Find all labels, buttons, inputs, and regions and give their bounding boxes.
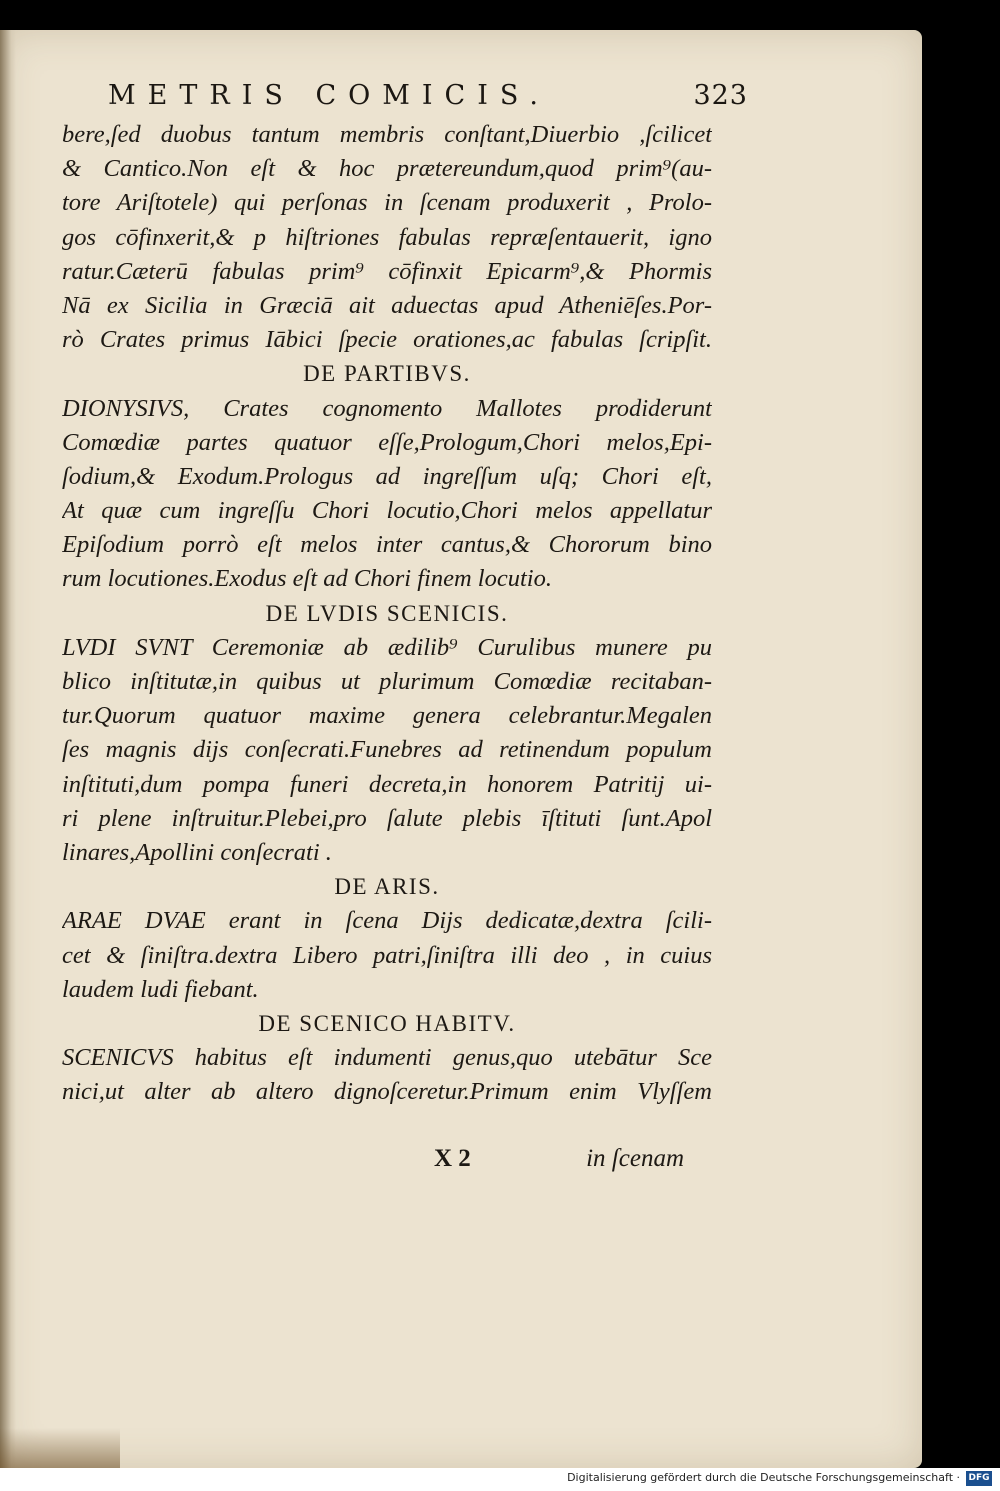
text-line: Epiſodium porrò eſt melos inter cantus,& Chororum bino [62, 531, 712, 559]
text-line: rò Crates primus Iābici ſpecie orationes,ac fabulas ſcripſit. [62, 326, 712, 354]
text-line: laudem ludi fiebant. [62, 975, 259, 1003]
text-line: gos cōfinxerit,& p hiſtriones fabulas repræſentauerit, igno [62, 223, 712, 251]
text-line: ARAE DVAE erant in ſcena Dijs dedicatæ,dextra ſcili- [62, 907, 712, 935]
signature-mark: X 2 [434, 1145, 471, 1172]
text-line: ſes magnis dijs conſecrati.Funebres ad retinendum populum [62, 736, 712, 764]
running-head [108, 80, 748, 120]
footer-credit: Digitalisierung gefördert durch die Deutsche Forschungsgemeinschaft · [567, 1471, 960, 1484]
text-line: At quæ cum ingreſſu Chori locutio,Chori melos appellatur [62, 497, 712, 525]
dfg-logo-icon: DFG [966, 1471, 992, 1486]
text-line: bere,ſed duobus tantum membris conſtant,Diuerbio ,ſcilicet [62, 121, 712, 148]
section-heading: DE ARIS. [334, 874, 440, 900]
text-line: DIONYSIVS, Crates cognomento Mallotes prodiderunt [62, 394, 712, 422]
text-line: ratur.Cæterū fabulas prim⁹ cōfinxit Epicarm⁹,& Phormis [62, 257, 712, 285]
catchword: in ſcenam [586, 1145, 684, 1172]
section-heading: DE SCENICO HABITV. [258, 1010, 516, 1036]
signature-line [62, 1145, 712, 1181]
section-heading: DE PARTIBVS. [303, 361, 471, 387]
text-line: nici,ut alter ab altero dignoſceretur.Primum enim Vlyſſem [62, 1078, 712, 1106]
text-line: cet & ſiniſtra.dextra Libero patri,ſiniſtra illi deo , in cuius [62, 941, 712, 969]
text-line: rum locutiones.Exodus eſt ad Chori finem locutio. [62, 565, 552, 593]
text-line: tur.Quorum quatuor maxime genera celebrantur.Megalen [62, 702, 712, 730]
text-line: LVDI SVNT Ceremoniæ ab ædilib⁹ Curulibus munere pu [62, 633, 712, 661]
text-line: & Cantico.Non eſt & hoc prætereundum,quod prim⁹(au- [62, 155, 712, 183]
text-line: inſtituti,dum pompa funeri decreta,in honorem Patritij ui- [62, 770, 712, 798]
footer-bar [0, 1468, 1000, 1491]
running-head-title: METRIS COMICIS. [108, 80, 550, 111]
page-edge-stain [0, 1428, 120, 1468]
text-line: linares,Apollini conſecrati . [62, 838, 332, 866]
text-line: blico inſtitutæ,in quibus ut plurimum Comœdiæ recitaban- [62, 668, 712, 695]
page-gutter-shadow [0, 30, 16, 1468]
section-heading: DE LVDIS SCENICIS. [265, 600, 509, 626]
text-line: tore Ariſtotele) qui perſonas in ſcenam produxerit , Prolo- [62, 189, 712, 217]
text-line: ſodium,& Exodum.Prologus ad ingreſſum uſq; Chori eſt, [62, 462, 712, 490]
text-line: Comœdiæ partes quatuor eſſe,Prologum,Chori melos,Epi- [62, 428, 712, 456]
text-block [62, 118, 712, 1109]
page-number: 323 [693, 80, 748, 111]
text-line: ri plene inſtruitur.Plebei,pro ſalute plebis īſtituti ſunt.Apol [62, 804, 712, 832]
text-line: SCENICVS habitus eſt indumenti genus,quo utebātur Sce [62, 1044, 712, 1072]
text-line: Nā ex Sicilia in Græciā ait aduectas apud Atheniēſes.Por- [62, 291, 712, 319]
